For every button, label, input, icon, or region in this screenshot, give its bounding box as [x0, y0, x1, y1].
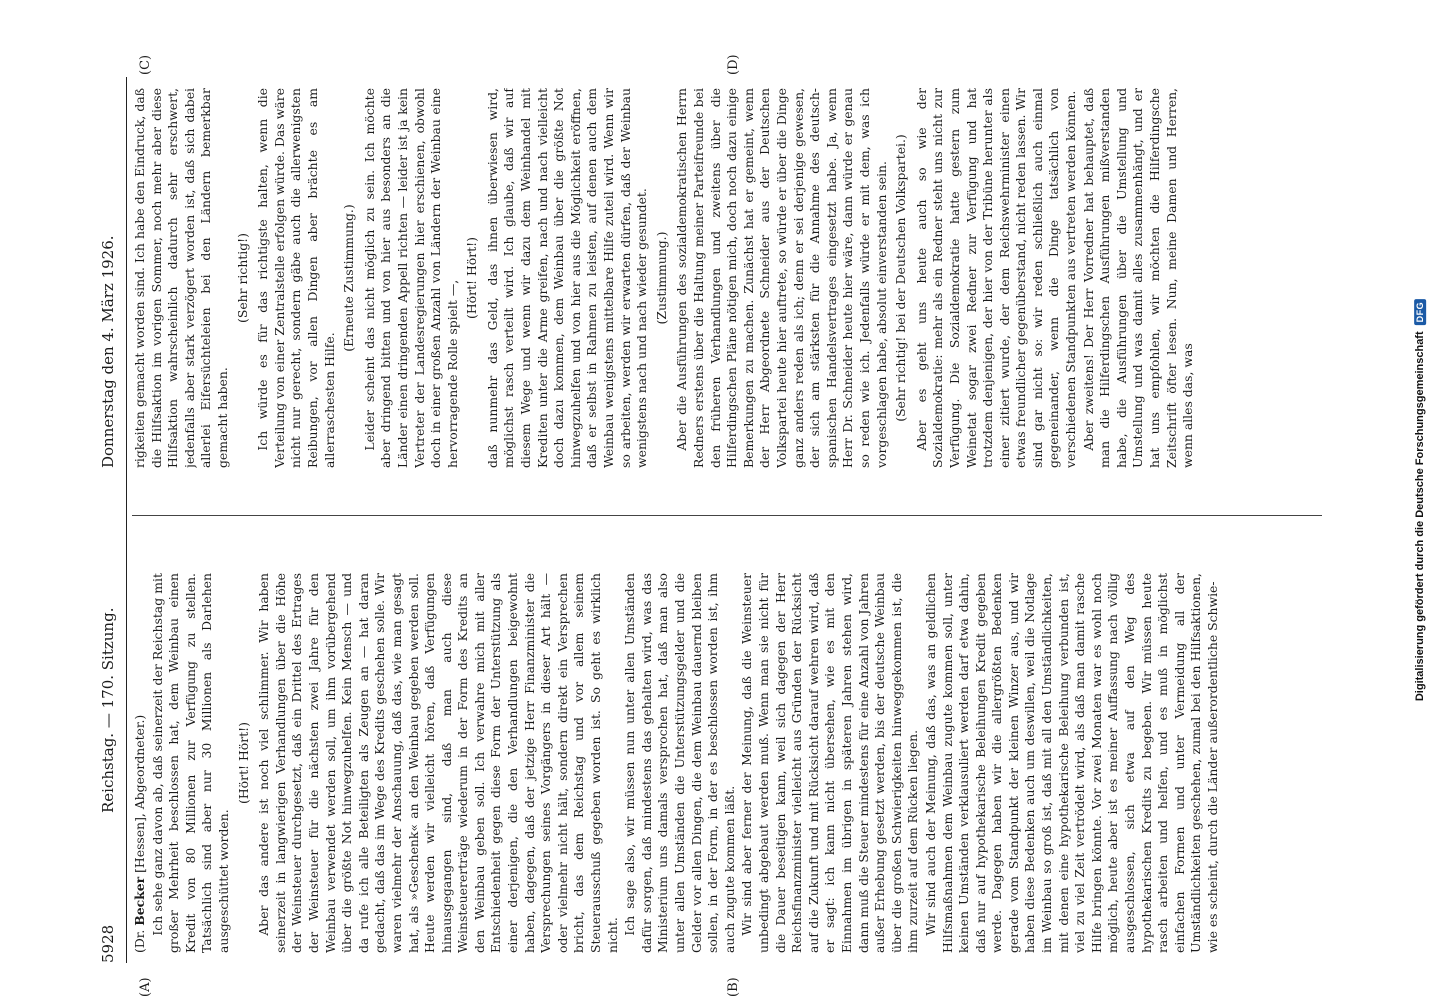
paragraph: daß nunmehr das Geld, das ihnen überwiesen wird, möglichst rasch verteilt wird. Ich glaube, daß wir auf diesem Wege und wenn wir dazu dem Weinhandel mit Krediten unter die Arme greifen, nach und nach vielleicht doch dazu kommen, dem Weinbau über die größte Not hinwegzuhelfen und von hier aus die Möglichkeit eröffnen, daß er selbst in Rahmen zu leisten, auf denen auch dem Weinbau wenigstens mittelbare Hilfe zuteil wird. Wenn wir so arbeiten, werden wir erwarten dürfen, daß der Weinbau wenigstens nach und nach wieder gesundet.: [484, 88, 650, 468]
interjection: (Erneute Zustimmung.): [341, 204, 357, 352]
paragraph: Ich würde es für das richtigste halten, wenn die Verteilung von einer Zentralstelle erfolgen würde. Das wäre nicht nur gerecht, sondern gäbe auch die allerwenigsten Reibungen, vor allen Dingen aber brächte es am allerraschesten Hilfe.: [255, 88, 337, 468]
margin-marker-a: (A): [138, 977, 153, 997]
interjection: (Sehr richtig!): [234, 233, 250, 323]
right-column: [132, 88, 1332, 468]
left-column: [132, 573, 1332, 953]
paragraph: Wir sind aber ferner der Meinung, daß die Weinsteuer unbedingt abgebaut werden muß. Wenn man sie nicht für die Dauer beseitigen kann, weil sich dagegen der Herr Reichsfinanzminister vielleicht aus Gründen der Rücksicht auf die Zukunft und mit Rücksicht darauf wehren wird, daß er sagt: ich kann nicht übersehen, wie es mit den Einnahmen im übrigen in späteren Jahren stehen wird, dann muß die Steuer mindestens für eine Anzahl von Jahren außer Erhebung gesetzt werden, bis der deutsche Weinbau über die großen Schwierigkeiten hinweggekommen ist, die ihm zurzeit auf dem Rücken liegen.: [739, 573, 921, 953]
speaker-line: [132, 573, 149, 953]
paragraph: Ich sehe ganz davon ab, daß seinerzeit der Reichstag mit großer Mehrheit beschlossen hat, dem Weinbau einen Kredit von 80 Millionen zur Verfügung zu stellen. Tatsächlich sind aber nur 30 Millionen als Darlehen ausgeschüttet worden.: [149, 573, 231, 953]
dfg-logo: DFG: [1414, 299, 1426, 326]
digitization-note: [1406, 0, 1434, 1000]
header-rule: [126, 77, 127, 963]
interjection: (Zustimmung.): [653, 231, 669, 325]
interjection: (Sehr richtig! bei der Deutschen Volkspartei.): [893, 134, 909, 422]
paragraph: rigkeiten gemacht worden sind. Ich habe den Eindruck, daß die Hilfsaktion im vorigen Sommer, noch mehr aber diese Hilfsaktion wahrscheinlich dadurch sehr erschwert, jedenfalls aber stark verzögert worden ist, daß sich dabei allerlei Eifersüchteleien bei den Ländern bemerkbar gemacht haben.: [132, 88, 230, 468]
paragraph: Leider scheint das nicht möglich zu sein. Ich möchte aber dringend bitten und von hier aus besonders an die Länder einen dringenden Appell richten — leider ist ja kein Vertreter der Landesregierungen hier erschienen, obwohl doch in einer großen Anzahl von Ländern der Weinbau eine hervorragende Rolle spielt —,: [361, 88, 460, 468]
page-header: [94, 77, 122, 963]
margin-marker-d: (D): [726, 54, 741, 75]
interjection: (Hört! Hört!): [235, 722, 251, 804]
page-number: 5928: [99, 924, 117, 963]
column-divider: [132, 515, 1322, 516]
header-right: Donnerstag den 4. März 1926.: [99, 235, 117, 468]
paragraph: Ich sage also, wir müssen nun unter allen Umständen dafür sorgen, daß mindestens das gehalten wird, was das Ministerium uns damals versprochen hat, daß man also unter allen Umständen die Unterstützungsgelder und die Gelder vor allen Dingen, die dem Weinbau dauernd bleiben sollen, in der Form, in der es beschlossen worden ist, ihm auch zugute kommen läßt.: [622, 573, 737, 953]
paragraph: Aber zweitens! Der Herr Vorredner hat behauptet, daß man die Hilferdingschen Ausführungen mißverstanden habe, die Ausführungen über die Umstellung und Umstellung und was damit alles zusammenhängt, und er hat uns empfohlen, wir möchten die Hilferdingsche Zeitschrift öfter lesen. Nun, meine Damen und Herren, wenn alles das, was: [1080, 88, 1196, 468]
speaker-name: Becker: [132, 876, 147, 926]
digitization-text: Digitalisierung gefördert durch die Deutsche Forschungsgemeinschaft: [1414, 331, 1427, 702]
speaker-prefix: (Dr.: [132, 929, 147, 953]
speaker-suffix: [Hessen], Abgeordneter.): [132, 714, 147, 873]
margin-marker-b: (B): [726, 977, 741, 997]
digitization-note-inner: [1414, 299, 1426, 701]
interjection: (Hört! Hört!): [464, 237, 480, 319]
rotated-page: [94, 54, 1334, 997]
margin-marker-c: (C): [138, 54, 153, 75]
paragraph: Aber das andere ist noch viel schlimmer. Wir haben seinerzeit in langwierigen Verhandlungen über die Höhe der Weinsteuer durchgesetzt, daß ein Drittel des Ertrages der Weinsteuer für die nächsten zwei Jahre für den Weinbau verwendet werden soll, um ihm vorübergehend über die größte Not hinwegzuhelfen. Kein Mensch — und da rufe ich alle Beteiligten als Zeugen an — hat daran gedacht, daß das im Wege des Kredits geschehen solle. Wir waren vielmehr der Anschauung, daß das, wie man gesagt hat, als »Geschenk« an den Weinbau gegeben werden soll. Heute werden wir vielleicht hören, daß Verfügungen hinausgegangen sind, daß man auch diese Weinsteuererträge wiederum in der Form des Kredits an den Weinbau geben soll. Ich verwahre mich mit aller Entschiedenheit gegen diese Form der Unterstützung als einer derjenigen, die den Verhandlungen beigewohnt haben, dagegen, daß der jetzige Herr Finanzminister die Versprechungen seines Vorgängers in dieser Art hält — oder vielmehr nicht hält, sondern direkt ein Versprechen bricht, das dem Reichstag und vor allem seinem Steuerausschuß gegeben worden ist. So geht es wirklich nicht.: [256, 573, 620, 953]
paragraph: Aber die Ausführungen des sozialdemokratischen Herrn Redners erstens über die Haltung meiner Parteifreunde bei den früheren Verhandlungen und zweitens über die Hilferdingschen Pläne nötigen mich, doch noch dazu einige Bemerkungen zu machen. Zunächst hat er gemeint, wenn der Herr Abgeordnete Schneider aus der Deutschen Volkspartei heute hier auftrete, so würde er über die Dinge ganz anders reden als ich; denn er sei derjenige gewesen, der sich am stärksten für die Annahme des deutsch-spanischen Handelsvertrages eingesetzt habe. Ja, wenn Herr Dr. Schneider heute hier wäre, dann würde er genau so reden wie ich. Jedenfalls würde er mit dem, was ich vorgeschlagen habe, absolut einverstanden sein.: [674, 88, 889, 468]
paragraph: Aber es geht uns heute auch so wie der Sozialdemokratie: mehr als ein Redner steht uns nicht zur Verfügung. Die Sozialdemokratie hatte gestern zum Weinetat sogar zwei Redner zur Verfügung und hat trotzdem denjenigen, der hier von der Tribüne herunter als einer zitiert wurde, der dem Reichswehrminister einen etwas freundlicher gegenüberstand, nicht reden lassen. Wir sind gar nicht so: wir reden schließlich auch einmal gegeneinander, wenn die Dinge tatsächlich von verschiedenen Standpunkten aus vertreten werden können.: [913, 88, 1079, 468]
paragraph: Wir sind auch der Meinung, daß das, was an geldlichen Hilfsmaßnahmen dem Weinbau zugute kommen soll, unter keinen Umständen verklausuliert werden darf etwa dahin, daß nur auf hypothekarische Beleihungen Kredit gegeben werde. Dagegen haben wir die allergrößten Bedenken gerade vom Standpunkt der kleinen Winzer aus, und wir haben diese Bedenken auch um deswillen, weil die Notlage im Weinbau so groß ist, daß mit all den Umständlichkeiten, mit denen eine hypothekarische Beleihung verbunden ist, viel zu viel Zeit vertrödelt wird, als daß man damit rasche Hilfe bringen könnte. Vor zwei Monaten war es wohl noch möglich, heute aber ist es meiner Auffassung nach völlig ausgeschlossen, sich etwa auf den Weg des hypothekarischen Kredits zu begeben. Wir müssen heute rasch arbeiten und helfen, und es muß in möglichst einfachen Formen und unter Vermeidung all der Umständlichkeiten geschehen, zumal bei den Hilfsaktionen, wie es scheint, durch die Länder außerordentliche Schwie-: [922, 573, 1220, 953]
header-left: Reichstag. — 170. Sitzung.: [99, 607, 117, 813]
